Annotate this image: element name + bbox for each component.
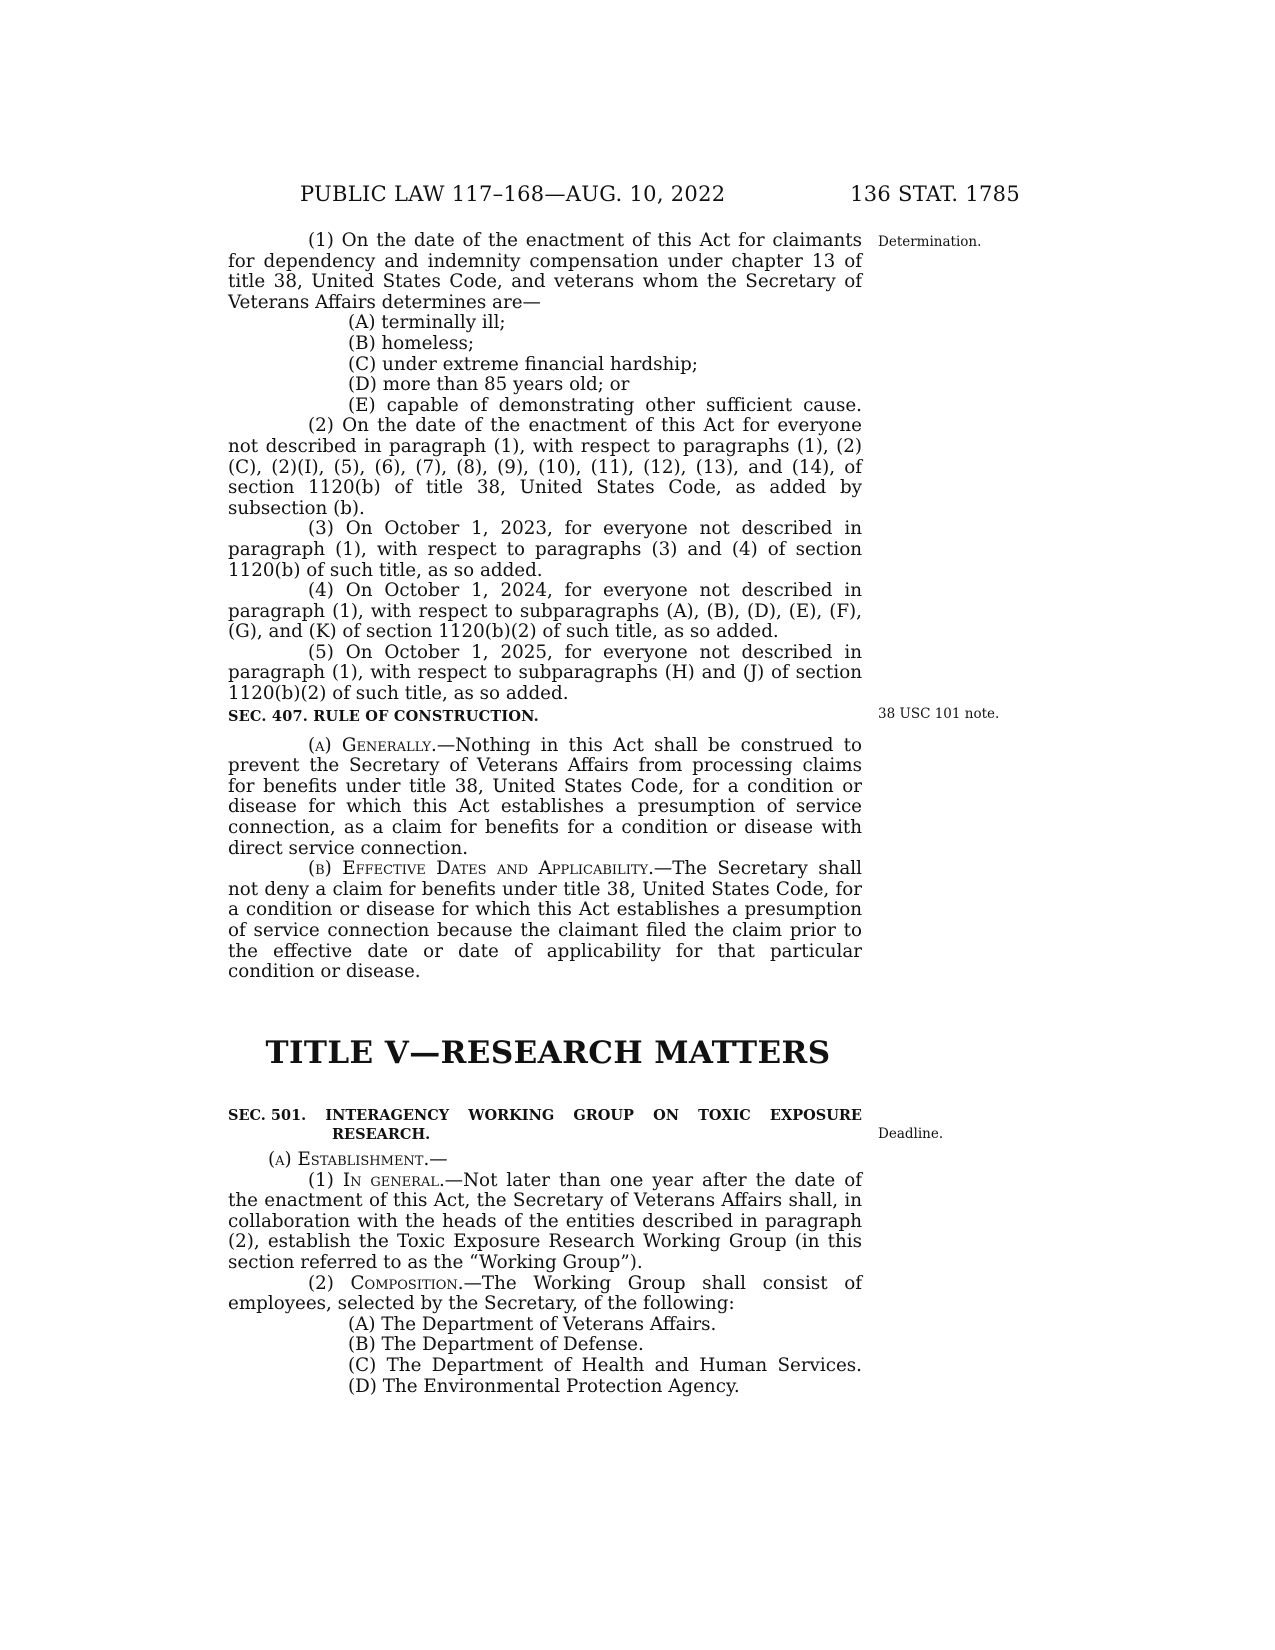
margin-note-deadline: Deadline. [878,1126,944,1142]
composition-label: (2) Composition. [308,1272,464,1294]
subsection-a-label: (a) Generally. [308,734,437,756]
heading-word: EXPOSURE [769,1107,862,1124]
subsection-a-establishment [228,1150,862,1171]
section-407-subsection-a [228,736,862,860]
subparagraph-c: (C) under extreme financial hardship; [348,353,698,375]
title-v-heading: TITLE V—RESEARCH MATTERS [265,1035,831,1071]
composition-item-d: (D) The Environmental Protection Agency. [348,1375,740,1397]
section-501-heading-continued: RESEARCH. [332,1126,431,1143]
section-501-heading [228,1106,862,1144]
heading-word: TOXIC [698,1107,751,1124]
heading-word: INTERAGENCY [325,1107,450,1124]
section-407 [228,707,862,983]
heading-word: ON [653,1107,679,1124]
establishment-dash: — [429,1149,448,1170]
composition-item-b: (B) The Department of Defense. [348,1334,644,1356]
paragraph-5: (5) On October 1, 2025, for everyone not described in paragraph (1), with respect to subparagraphs (H) and (J) of section 1120(b)(2) of such title, as so added. [228,641,862,705]
heading-word: GROUP [573,1107,634,1124]
effective-dates-block [228,231,862,705]
public-law-citation: PUBLIC LAW 117–168—AUG. 10, 2022 [300,182,726,206]
composition-item-a: (A) The Department of Veterans Affairs. [348,1313,717,1335]
paragraph-1-in-general [228,1171,862,1274]
paragraph-3: (3) On October 1, 2023, for everyone not described in paragraph (1), with respect to paragraphs (3) and (4) of section 1120(b) of such title, as so added. [228,518,862,581]
in-general-text: —Not later than one year after the date of the enactment of this Act, the Secretary of Veterans Affairs shall, in collaboration with the heads of the entities described in paragraph (2), establish the Toxic Exposure Research Working Group (in this section referred to as the “Working Group”). [228,1169,862,1273]
running-head [300,182,1020,212]
section-501-label: SEC. 501. [228,1107,307,1124]
heading-word: WORKING [468,1107,555,1124]
subparagraph-e: (E) capable of demonstrating other sufficient cause. [348,394,862,416]
composition-text: —The Working Group shall consist of employees, selected by the Secretary, of the following: [228,1272,862,1315]
subsection-b-label: (b) Effective Dates and Applicability. [308,858,654,880]
margin-note-determination: Determination. [878,234,982,250]
subsection-a-text: —Nothing in this Act shall be construed to prevent the Secretary of Veterans Affairs from processing claims for benefits under title 38, United States Code, for a condition or disease for which this Act establishes a presumption of service connection, as a claim for benefits for a condition or disease with direct service connection. [228,734,862,859]
paragraph-2: (2) On the date of the enactment of this Act for everyone not described in paragraph (1), with respect to paragraphs (1), (2)(C), (2)(I), (5), (6), (7), (8), (9), (10), (11), (12), (13), and (14), of section 1120(b) of title 38, United States Code, as added by subsection (b). [228,415,862,519]
section-501-body [228,1150,862,1397]
section-407-subsection-b [228,859,862,983]
subparagraph-a: (A) terminally ill; [348,312,506,334]
paragraph-1: (1) On the date of the enactment of this Act for claimants for dependency and indemnity compensation under chapter 13 of title 38, United States Code, and veterans whom the Secretary of Veterans Affairs determines are— [228,230,862,313]
margin-note-usc: 38 USC 101 note. [878,706,1000,722]
in-general-label: (1) In general. [308,1169,445,1191]
establishment-label: (a) Establishment. [268,1149,430,1170]
composition-item-c: (C) The Department of Health and Human Services. [348,1354,862,1376]
subparagraph-d: (D) more than 85 years old; or [348,374,630,396]
paragraph-4: (4) On October 1, 2024, for everyone not described in paragraph (1), with respect to subparagraphs (A), (B), (D), (E), (F), (G), and (K) of section 1120(b)(2) of such title, as so added. [228,580,862,643]
subsection-b-text: —The Secretary shall not deny a claim for benefits under title 38, United States Code, for a condition or disease for which this Act establishes a presumption of service connection because the claimant filed the claim prior to the effective date or date of applicability for that particular condition or disease. [228,858,863,983]
section-407-heading: SEC. 407. RULE OF CONSTRUCTION. [228,708,539,725]
statute-page-number: 136 STAT. 1785 [850,182,1020,206]
paragraph-2-composition [228,1274,862,1315]
subparagraph-b: (B) homeless; [348,332,475,354]
